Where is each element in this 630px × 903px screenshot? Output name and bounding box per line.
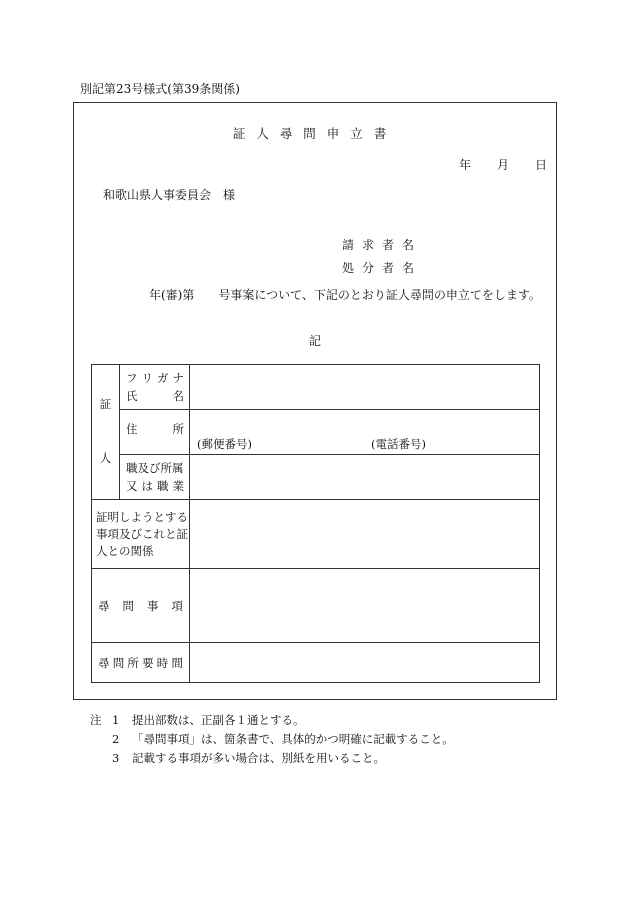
- matters-label: 尋 問 事 項: [98, 598, 183, 613]
- form-number-heading: 別記第23号様式(第39条関係): [80, 82, 240, 96]
- witness-label-cell: [92, 365, 120, 500]
- name-label-cell: [120, 365, 190, 410]
- date-day: 日: [535, 158, 548, 172]
- witness-label-bottom: 人: [99, 451, 112, 465]
- address-label: 住 所: [126, 422, 184, 436]
- matters-label-cell: [92, 569, 190, 643]
- date-year: 年: [459, 158, 472, 172]
- note-item: 2 「尋問事項」は、箇条書で、具体的かつ明確に記載すること。: [112, 732, 454, 746]
- witness-label-top: 証: [99, 397, 112, 412]
- form-title: 証人尋問申立書: [232, 126, 398, 141]
- relation-value-cell[interactable]: [190, 500, 540, 569]
- notes: [90, 711, 454, 768]
- time-label-cell: [92, 643, 190, 683]
- witness-table: [91, 364, 540, 683]
- postal-code-label: (郵便番号): [197, 437, 252, 451]
- request-statement: 年(審)第 号事案について、下記のとおり証人尋問の申立てをします。: [149, 288, 541, 302]
- name-label: 氏 名: [126, 389, 184, 403]
- address-value-cell[interactable]: [190, 410, 540, 455]
- furigana-label: フ リ ガ ナ: [126, 371, 184, 385]
- relation-label: 証明しようとする事項及びこれと証人との関係: [96, 509, 188, 558]
- occupation-label-line1: 職及び所属: [126, 461, 184, 475]
- occupation-label-line2: 又 は 職 業: [126, 479, 184, 493]
- notes-lead: 注: [90, 713, 102, 727]
- occupation-value-cell[interactable]: [190, 455, 540, 500]
- time-value-cell[interactable]: [190, 643, 540, 683]
- ki-heading: 記: [308, 334, 321, 348]
- date-month: 月: [497, 158, 510, 172]
- address-label-cell: [120, 410, 190, 455]
- note-item: 3 記載する事項が多い場合は、別紙を用いること。: [112, 751, 385, 765]
- occupation-label-cell: [120, 455, 190, 500]
- addressee: 和歌山県人事委員会 様: [103, 188, 236, 202]
- respondent-label: 処分者名: [342, 261, 423, 275]
- requester-label: 請求者名: [342, 238, 423, 252]
- matters-value-cell[interactable]: [190, 569, 540, 643]
- name-value-cell[interactable]: [190, 365, 540, 410]
- note-item: 注 1 提出部数は、正副各１通とする。: [90, 711, 454, 730]
- date-line: [459, 156, 547, 173]
- time-label: 尋 問 所 要 時 間: [98, 655, 183, 670]
- phone-number-label: (電話番号): [371, 437, 426, 451]
- relation-label-cell: [92, 500, 190, 569]
